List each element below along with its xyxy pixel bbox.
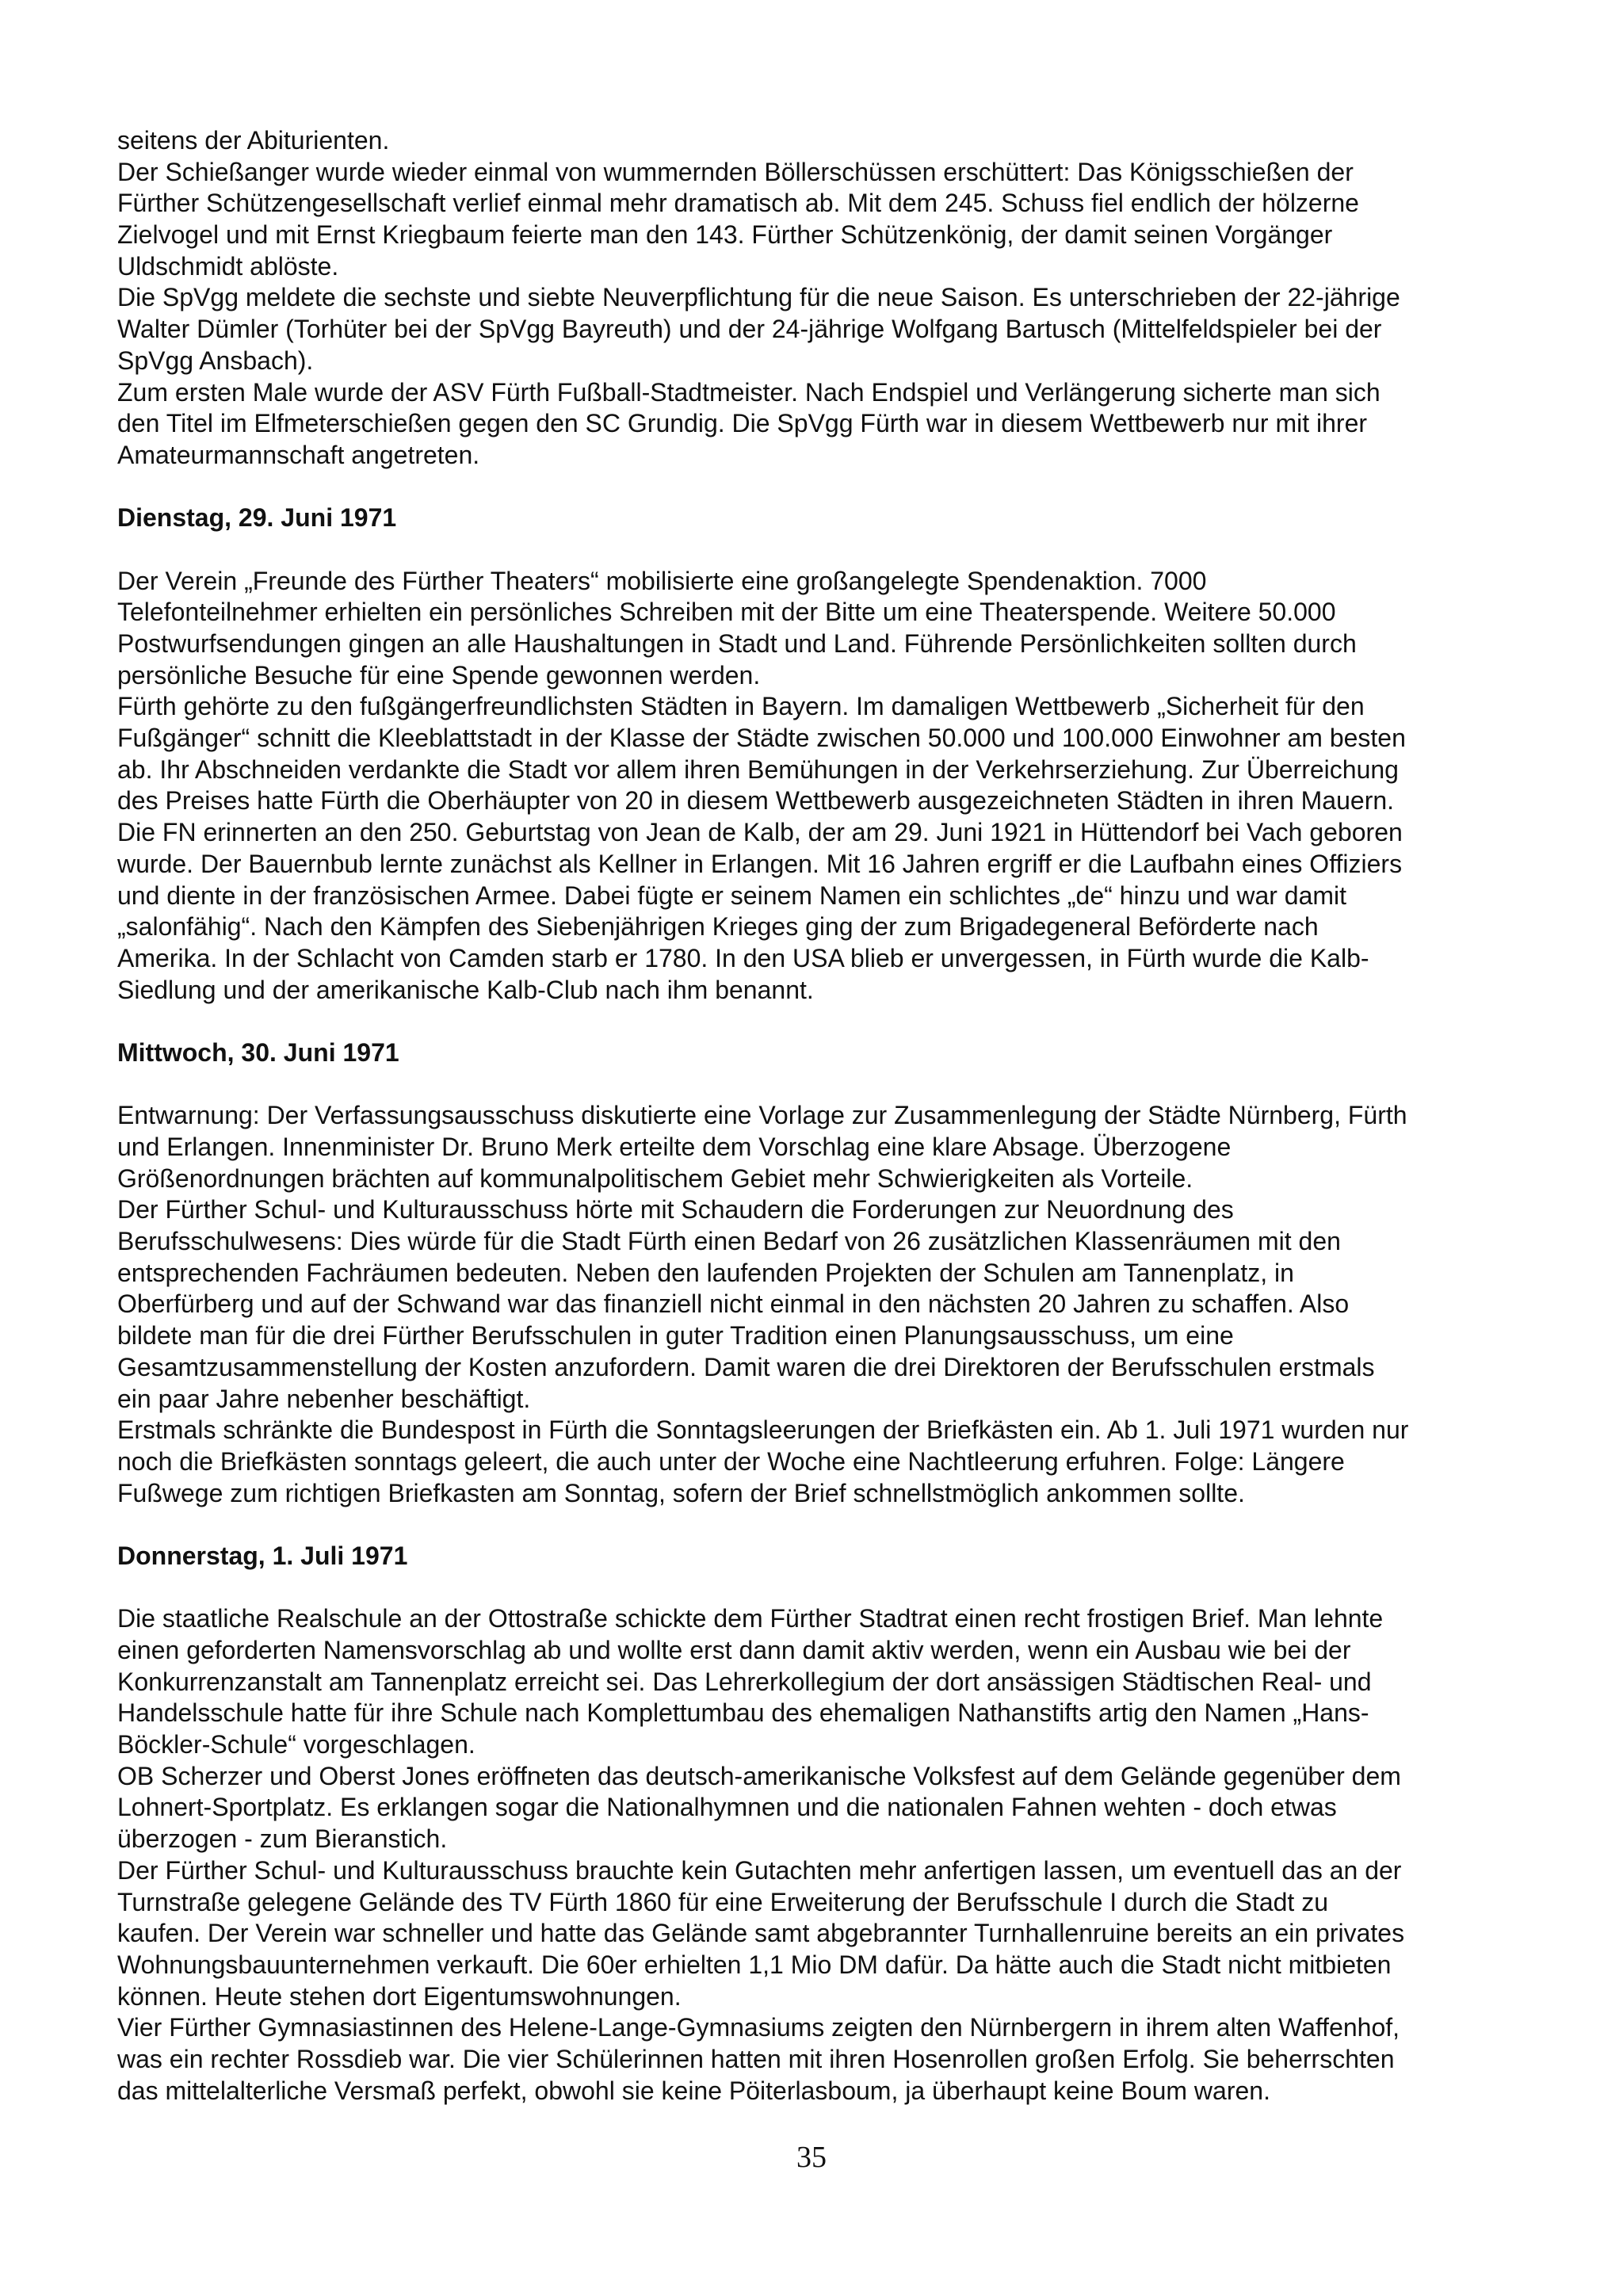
text-line: einen geforderten Namensvorschlag ab und wollte erst dann damit aktiv werden, wenn ein Ausbau wie bei der — [117, 1636, 1351, 1664]
text-line: Fußgänger“ schnitt die Kleeblattstadt in der Klasse der Städte zwischen 50.000 und 100.000 Einwohner am besten — [117, 724, 1406, 753]
text-line: Handelsschule hatte für ihre Schule nach Komplettumbau des ehemaligen Nathanstifts artig den Namen „Hans- — [117, 1698, 1369, 1728]
text-line: Entwarnung: Der Verfassungsausschuss diskutierte eine Vorlage zur Zusammenlegung der Städte Nürnberg, Fürth — [117, 1101, 1407, 1130]
text-line: Erstmals schränkte die Bundespost in Fürth die Sonntagsleerungen der Briefkästen ein. Ab 1. Juli 1971 wurden nur — [117, 1415, 1409, 1445]
text-line: Oberfürberg und auf der Schwand war das finanziell nicht einmal in den nächsten 20 Jahren zu schaffen. Also — [117, 1289, 1350, 1319]
text-line: Fürth gehörte zu den fußgängerfreundlichsten Städten in Bayern. Im damaligen Wettbewerb „Sicherheit für den — [117, 692, 1365, 721]
text-line: das mittelalterliche Versmaß perfekt, obwohl sie keine Pöiterlasboum, ja überhaupt keine Boum waren. — [117, 2076, 1270, 2105]
section-heading — [117, 1037, 1544, 1069]
spacer — [117, 1509, 1544, 1541]
text-line: Postwurfsendungen gingen an alle Haushaltungen in Stadt und Land. Führende Persönlichkeiten sollten durch — [117, 629, 1357, 658]
spacer — [117, 1006, 1544, 1037]
text-line: Gesamtzusammenstellung der Kosten anzufordern. Damit waren die drei Direktoren der Berufsschulen erstmals — [117, 1352, 1375, 1381]
heading-text: Mittwoch, 30. Juni 1971 — [117, 1037, 399, 1067]
text-line: und diente in der französischen Armee. Dabei fügte er seinem Namen ein schlichtes „de“ hinzu und war damit — [117, 881, 1347, 910]
text-line: was ein rechter Rossdieb war. Die vier Schülerinnen hatten mit ihren Hosenrollen großen Erfolg. Sie beherrschten — [117, 2044, 1395, 2073]
text-line: Der Schießanger wurde wieder einmal von wummernden Böllerschüssen erschüttert: Das Königsschießen der — [117, 157, 1354, 186]
heading-text: Donnerstag, 1. Juli 1971 — [117, 1541, 408, 1570]
section-heading — [117, 502, 1544, 534]
paragraph — [117, 1100, 1544, 1509]
text-line: Berufsschulwesens: Dies würde für die Stadt Fürth einen Bedarf von 26 zusätzlichen Klassenräumen mit den — [117, 1227, 1341, 1256]
text-line: Telefonteilnehmer erhielten ein persönliches Schreiben mit der Bitte um eine Theaterspende. Weitere 50.000 — [117, 598, 1336, 627]
text-line: persönliche Besuche für eine Spende gewonnen werden. — [117, 660, 761, 690]
text-line: Wohnungsbauunternehmen verkauft. Die 60er erhielten 1,1 Mio DM dafür. Da hätte auch die Stadt nicht mitbieten — [117, 1950, 1392, 1979]
spacer — [117, 1069, 1544, 1101]
document-body — [117, 125, 1544, 2107]
text-line: überzogen - zum Bieranstich. — [117, 1824, 448, 1854]
spacer — [117, 534, 1544, 566]
text-line: Walter Dümler (Torhüter bei der SpVgg Bayreuth) und der 24-jährige Wolfgang Bartusch (Mittelfeldspieler bei der — [117, 315, 1382, 344]
text-line: den Titel im Elfmeterschießen gegen den SC Grundig. Die SpVgg Fürth war in diesem Wettbewerb nur mit ihrer — [117, 409, 1368, 438]
text-line: des Preises hatte Fürth die Oberhäupter von 20 in diesem Wettbewerb ausgezeichneten Städten in ihren Mauern. — [117, 786, 1395, 816]
text-line: Amerika. In der Schlacht von Camden starb er 1780. In den USA blieb er unvergessen, in Fürth wurde die Kalb- — [117, 943, 1369, 972]
text-line: Die staatliche Realschule an der Ottostraße schickte dem Fürther Stadtrat einen recht frostigen Brief. Man lehnte — [117, 1604, 1384, 1633]
text-line: Vier Fürther Gymnasiastinnen des Helene-Lange-Gymnasiums zeigten den Nürnbergern in ihrem alten Waffenhof, — [117, 2013, 1400, 2042]
paragraph — [117, 125, 1544, 472]
text-line: entsprechenden Fachräumen bedeuten. Neben den laufenden Projekten der Schulen am Tannenplatz, in — [117, 1258, 1294, 1287]
text-line: Der Fürther Schul- und Kulturausschuss hörte mit Schaudern die Forderungen zur Neuordnung des — [117, 1195, 1234, 1224]
text-line: seitens der Abiturienten. — [117, 126, 390, 155]
spacer — [117, 472, 1544, 503]
text-line: bildete man für die drei Fürther Berufsschulen in guter Tradition einen Planungsausschuss, um eine — [117, 1321, 1234, 1350]
spacer — [117, 1572, 1544, 1604]
text-line: und Erlangen. Innenminister Dr. Bruno Merk erteilte dem Vorschlag eine klare Absage. Überzogene — [117, 1133, 1232, 1161]
text-line: Uldschmidt ablöste. — [117, 251, 339, 281]
text-line: ab. Ihr Abschneiden verdankte die Stadt vor allem ihren Bemühungen in der Verkehrserziehung. Zur Überreichung — [117, 755, 1399, 784]
text-line: OB Scherzer und Oberst Jones eröffneten das deutsch-amerikanische Volksfest auf dem Gelände gegenüber dem — [117, 1761, 1401, 1790]
text-line: Lohnert-Sportplatz. Es erklangen sogar die Nationalhymnen und die nationalen Fahnen wehten - doch etwas — [117, 1793, 1337, 1822]
page-number: 35 — [796, 2141, 827, 2174]
text-line: Fußwege zum richtigen Briefkasten am Sonntag, sofern der Brief schnellstmöglich ankommen sollte. — [117, 1478, 1245, 1507]
heading-text: Dienstag, 29. Juni 1971 — [117, 503, 397, 533]
text-line: Zielvogel und mit Ernst Kriegbaum feierte man den 143. Fürther Schützenkönig, der damit seinen Vorgänger — [117, 220, 1333, 250]
text-line: kaufen. Der Verein war schneller und hatte das Gelände samt abgebrannter Turnhallenruine bereits an ein privates — [117, 1919, 1405, 1948]
text-line: Böckler-Schule“ vorgeschlagen. — [117, 1730, 475, 1759]
text-line: Fürther Schützengesellschaft verlief einmal mehr dramatisch ab. Mit dem 245. Schuss fiel endlich der hölzerne — [117, 189, 1359, 218]
text-line: Siedlung und der amerikanische Kalb-Club nach ihm benannt. — [117, 975, 814, 1004]
text-line: noch die Briefkästen sonntags geleert, die auch unter der Woche eine Nachtleerung erfuhren. Folge: Längere — [117, 1446, 1345, 1476]
text-line: Die SpVgg meldete die sechste und siebte Neuverpflichtung für die neue Saison. Es unterschrieben der 22-jährige — [117, 283, 1400, 312]
text-line: „salonfähig“. Nach den Kämpfen des Siebenjährigen Krieges ging der zum Brigadegeneral Beförderte nach — [117, 912, 1319, 942]
text-line: ein paar Jahre nebenher beschäftigt. — [117, 1384, 531, 1413]
text-line: Turnstraße gelegene Gelände des TV Fürth 1860 für eine Erweiterung der Berufsschule I durch die Stadt zu — [117, 1887, 1328, 1916]
text-line: Der Fürther Schul- und Kulturausschuss brauchte kein Gutachten mehr anfertigen lassen, um eventuell das an der — [117, 1855, 1402, 1885]
text-line: Amateurmannschaft angetreten. — [117, 440, 480, 469]
text-line: Größenordnungen brächten auf kommunalpolitischem Gebiet mehr Schwierigkeiten als Vorteile. — [117, 1163, 1193, 1193]
text-line: können. Heute stehen dort Eigentumswohnungen. — [117, 1981, 682, 2011]
text-line: SpVgg Ansbach). — [117, 346, 314, 375]
text-line: wurde. Der Bauernbub lernte zunächst als Kellner in Erlangen. Mit 16 Jahren ergriff er die Laufbahn eines Offiziers — [117, 849, 1403, 878]
text-line: Konkurrenzanstalt am Tannenplatz erreicht sei. Das Lehrerkollegium der dort ansässigen Städtischen Real- und — [117, 1667, 1372, 1696]
section-heading — [117, 1541, 1544, 1572]
text-line: Der Verein „Freunde des Fürther Theaters“ mobilisierte eine großangelegte Spendenaktion. 7000 — [117, 566, 1207, 595]
paragraph — [117, 1603, 1544, 2107]
text-line: Die FN erinnerten an den 250. Geburtstag von Jean de Kalb, der am 29. Juni 1921 in Hüttendorf bei Vach geboren — [117, 818, 1403, 847]
text-line: Zum ersten Male wurde der ASV Fürth Fußball-Stadtmeister. Nach Endspiel und Verlängerung sicherte man sich — [117, 377, 1381, 407]
paragraph — [117, 566, 1544, 1007]
